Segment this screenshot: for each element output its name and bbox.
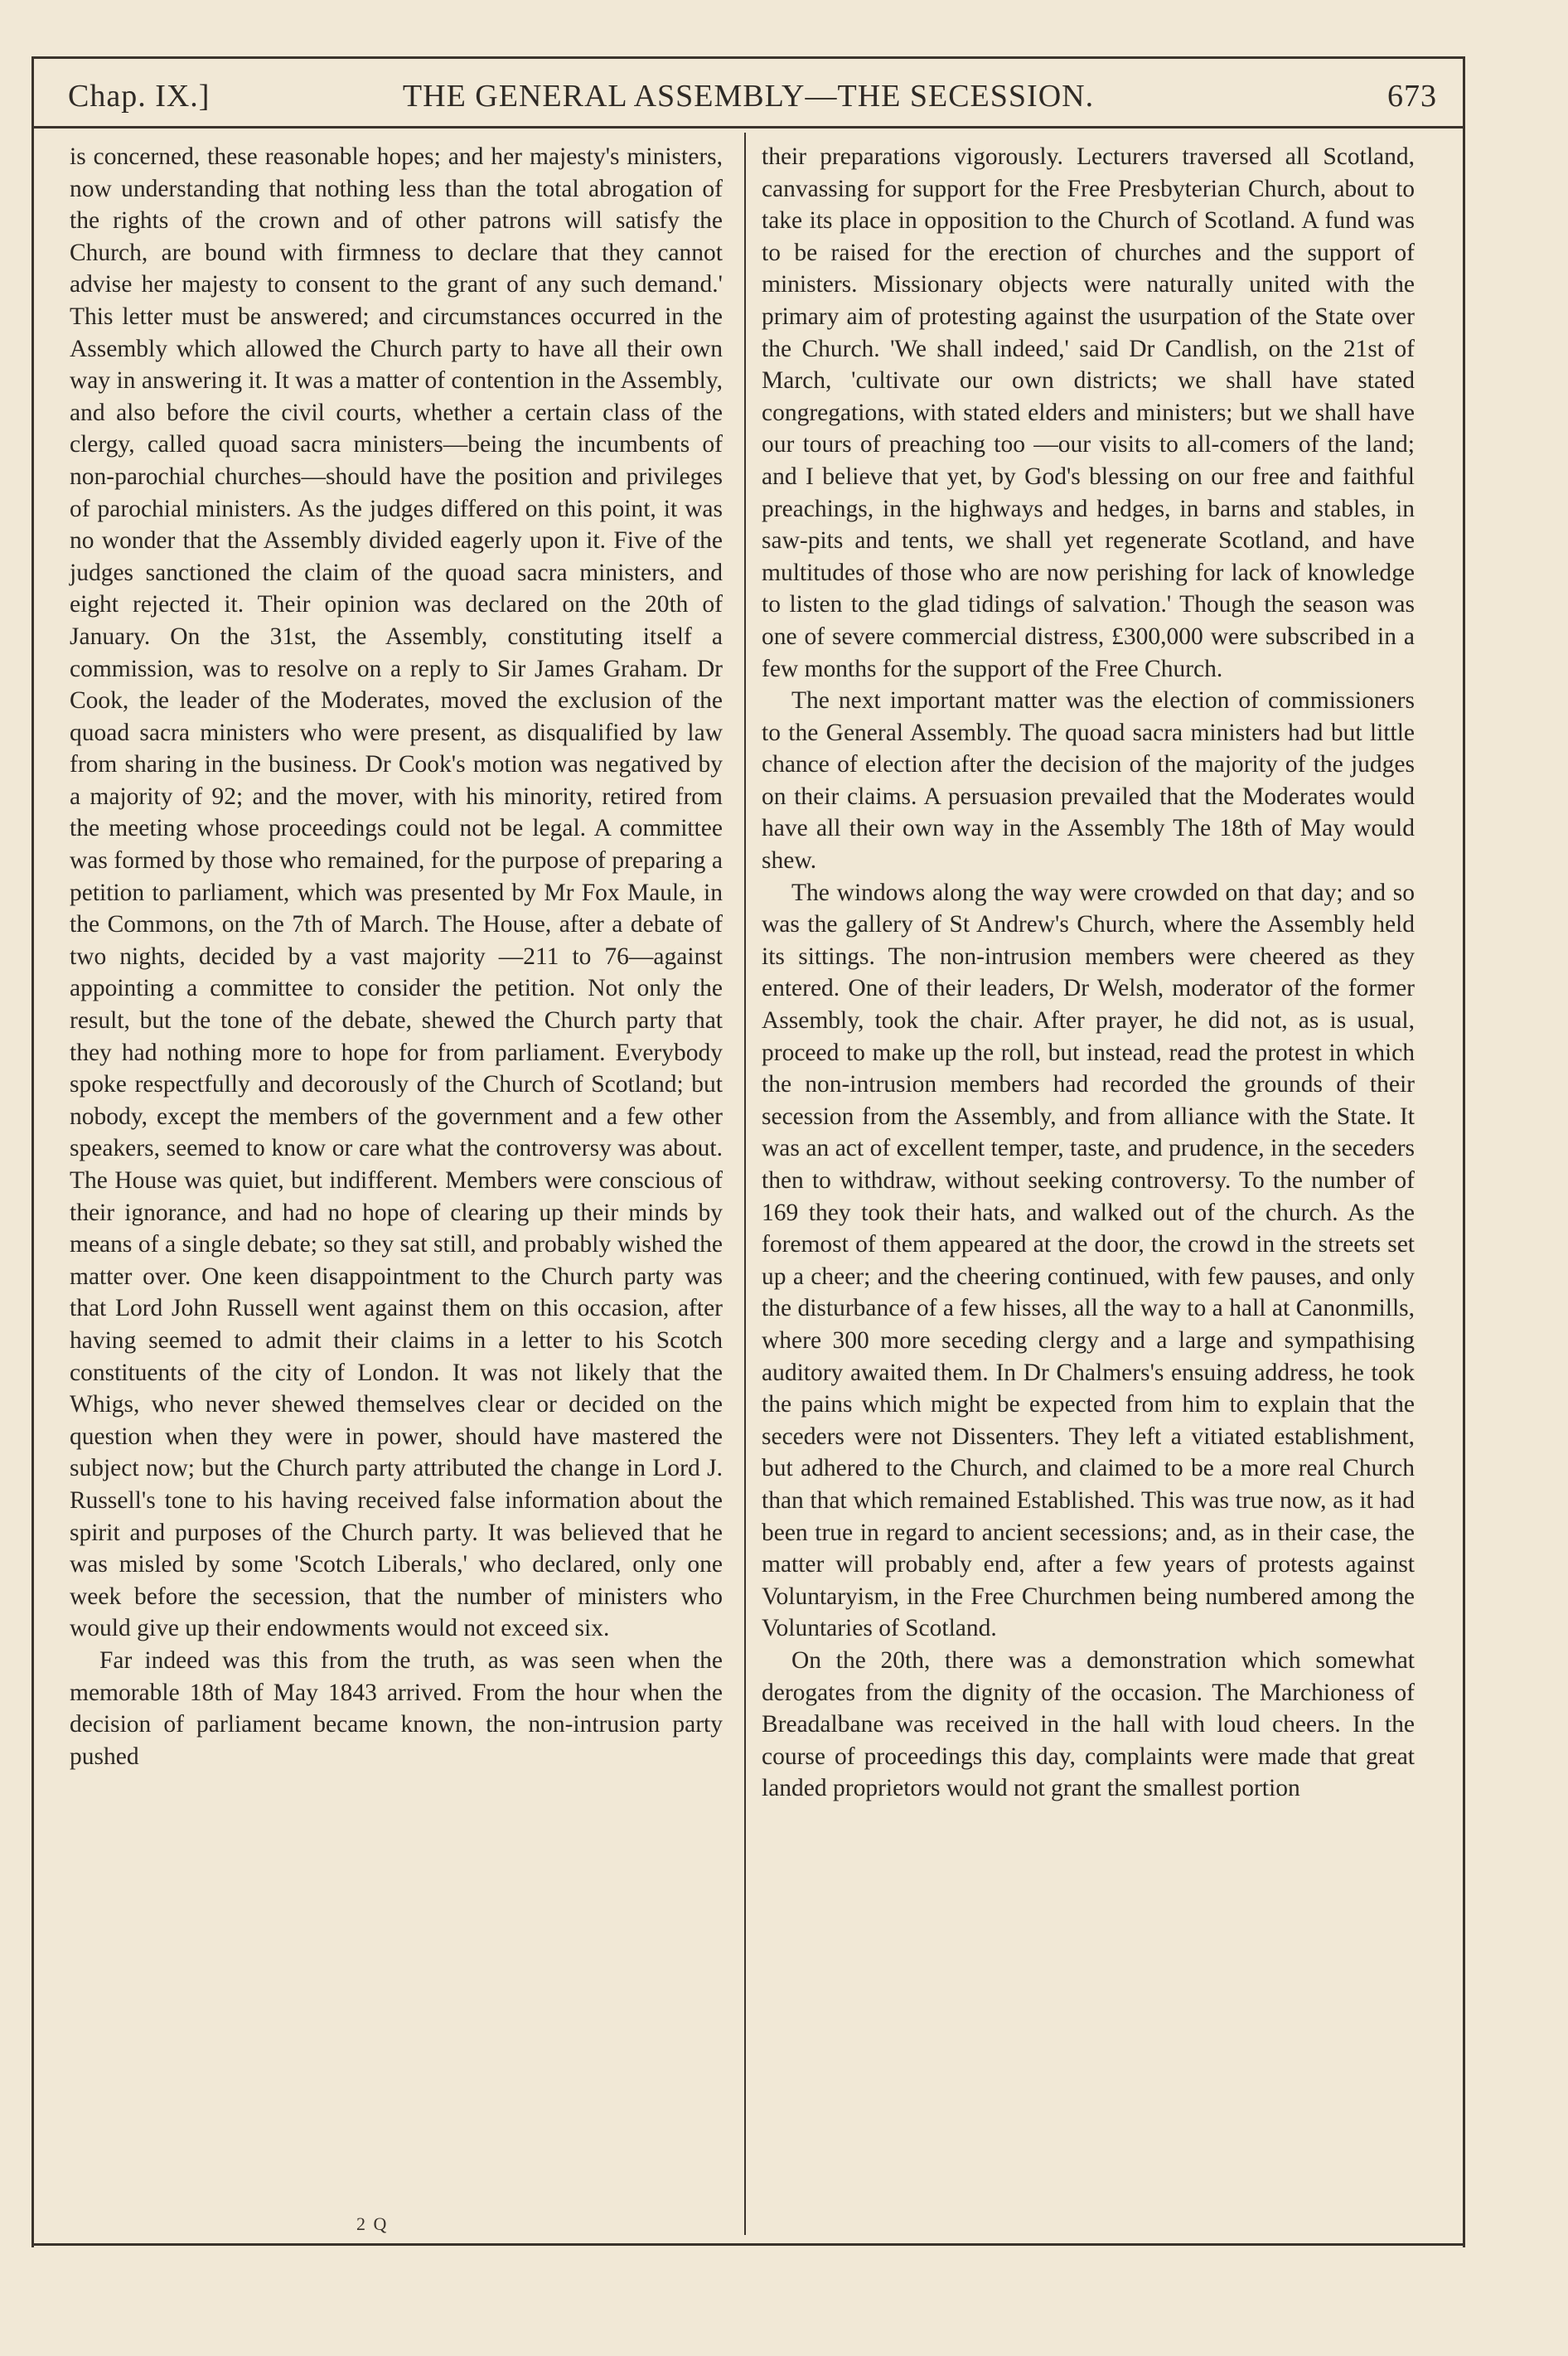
paragraph: On the 20th, there was a demonstration which somewhat derogates from the dignity of the occasion. The Marchioness of Breadalbane was received in the hall with loud cheers. In the course of proceedings this day, complaints were made that great landed proprietors would not grant the smallest portion (762, 1646, 1415, 1802)
column-divider (744, 133, 746, 2235)
left-column (70, 141, 723, 1772)
page-number: 673 (1387, 79, 1437, 114)
right-column (762, 141, 1415, 1805)
header-rule (31, 126, 1465, 128)
chapter-label: Chap. IX.] (68, 79, 211, 114)
running-header (31, 76, 1465, 126)
paragraph: is concerned, these reasonable hopes; and her majesty's ministers, now understanding that nothing less than the total abrogation of the rights of the crown and of other patrons will satisfy the Church, are bound with firmness to declare that they cannot advise her majesty to consent to the grant of any such demand.' This letter must be answered; and circumstances occurred in the Assembly which allowed the Church party to have all their own way in answering it. It was a matter of contention in the Assembly, and also before the civil courts, whether a certain class of the clergy, called quoad sacra ministers—being the incumbents of non-parochial churches—should have the position and privileges of parochial ministers. As the judges differed on this point, it was no wonder that the Assembly divided eagerly upon it. Five of the judges sanctioned the claim of the quoad sacra ministers, and eight rejected it. Their opinion was declared on the 20th of January. On the 31st, the Assembly, constituting itself a commission, was to resolve on a reply to Sir James Graham. Dr Cook, the leader of the Moderates, moved the exclusion of the quoad sacra ministers who were present, as disqualified by law from sharing in the business. Dr Cook's motion was negatived by a majority of 92; and the mover, with his minority, retired from the meeting whose proceedings could not be legal. A committee was formed by those who remained, for the purpose of preparing a petition to parliament, which was presented by Mr Fox Maule, in the Commons, on the 7th of March. The House, after a debate of two nights, decided by a vast majority —211 to 76—against appointing a committee to consider the petition. Not only the result, but the tone of the debate, shewed the Church party that they had nothing more to hope for from parliament. Everybody spoke respectfully and decorously of the Church of Scotland; but nobody, except the members of the government and a few other speakers, seemed to know or care what the controversy was about. The House was quiet, but indifferent. Members were conscious of their ignorance, and had no hope of clearing up their minds by means of a single debate; so they sat still, and probably wished the matter over. One keen disappointment to the Church party was that Lord John Russell went against them on this occasion, after having seemed to admit their claims in a letter to his Scotch constituents of the city of London. It was not likely that the Whigs, who never shewed themselves clear or decided on the question when they were in power, should have mastered the subject now; but the Church party attributed the change in Lord J. Russell's tone to his having received false information about the spirit and purposes of the Church party. It was believed that he was misled by some 'Scotch Liberals,' who declared, only one week before the secession, that the number of ministers who would give up their endowments would not exceed six. (70, 143, 723, 1642)
paragraph: their preparations vigorously. Lecturers traversed all Scotland, canvassing for support for the Free Presbyterian Church, about to take its place in opposition to the Church of Scotland. A fund was to be raised for the erection of churches and the support of ministers. Missionary objects were naturally united with the primary aim of protesting against the usurpation of the State over the Church. 'We shall indeed,' said Dr Candlish, on the 21st of March, 'cultivate our own districts; we shall have stated congregations, with stated elders and ministers; but we shall have our tours of preaching too —our visits to all-comers of the land; and I believe that yet, by God's blessing on our free and faithful preachings, in the highways and hedges, in barns and stables, in saw-pits and tents, we shall yet regenerate Scotland, and have multitudes of those who are now perishing for lack of knowledge to listen to the glad tidings of salvation.' Though the season was one of severe commercial distress, £300,000 were subscribed in a few months for the support of the Free Church. (762, 143, 1415, 682)
running-title: THE GENERAL ASSEMBLY—THE SECESSION. (402, 79, 1095, 114)
footer-rule (31, 2243, 1465, 2246)
paragraph: The next important matter was the election of commissioners to the General Assembly. The quoad sacra ministers had but little chance of election after the decision of the majority of the judges on their claims. A persuasion prevailed that the Moderates would have all their own way in the Assembly The 18th of May would shew. (762, 687, 1415, 875)
paragraph: Far indeed was this from the truth, as was seen when the memorable 18th of May 1843 arrived. From the hour when the decision of parliament became known, the non-intrusion party pushed (70, 1646, 723, 1770)
signature-mark: 2 Q (356, 2213, 389, 2234)
paragraph: The windows along the way were crowded on that day; and so was the gallery of St Andrew's Church, where the Assembly held its sittings. The non-intrusion members were cheered as they entered. One of their leaders, Dr Welsh, moderator of the former Assembly, took the chair. After prayer, he did not, as is usual, proceed to make up the roll, but instead, read the protest in which the non-intrusion members had recorded the grounds of their secession from the Assembly, and from alliance with the State. It was an act of excellent temper, taste, and prudence, in the seceders then to withdraw, without seeking controversy. To the number of 169 they took their hats, and walked out of the church. As the foremost of them appeared at the door, the crowd in the streets set up a cheer; and the cheering continued, with few pauses, and only the disturbance of a few hisses, all the way to a hall at Canonmills, where 300 more seceding clergy and a large and sympathising auditory awaited them. In Dr Chalmers's ensuing address, he took the pains which might be expected from him to explain that the seceders were not Dissenters. They left a vitiated establishment, but adhered to the Church, and claimed to be a more real Church than that which remained Established. This was true now, as it had been true in regard to ancient secessions; and, as in their case, the matter will probably end, after a few years of protests against Voluntaryism, in the Free Churchmen being numbered among the Voluntaries of Scotland. (762, 879, 1415, 1642)
